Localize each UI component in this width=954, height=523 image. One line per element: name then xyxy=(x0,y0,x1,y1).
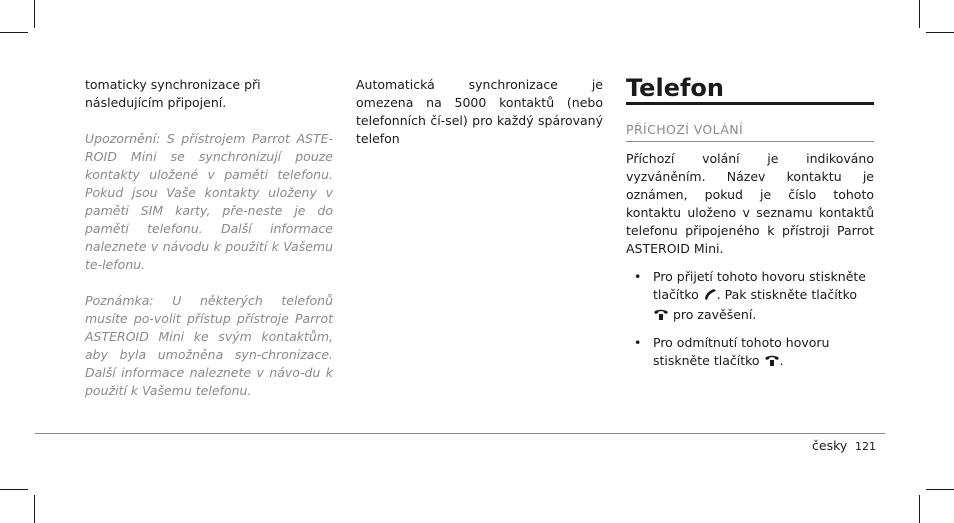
list-item-reject xyxy=(626,334,874,372)
sync-continuation-text: tomaticky synchronizace při následujícím připojení. xyxy=(85,77,261,110)
crop-mark-bottom-left-v xyxy=(34,495,35,523)
accept-text-a: Pro přijetí tohoto hovoru stiskněte tlačítko xyxy=(653,269,866,302)
instruction-list xyxy=(626,268,874,372)
crop-mark-top-left-v xyxy=(34,0,35,28)
crop-mark-top-right-h xyxy=(926,32,954,33)
warning-note: Upozornění: S přístrojem Parrot ASTE-ROID Mini se synchronizují pouze kontakty uložené v paměti telefonu. Pokud jsou Vaše kontakty uloženy v paměti SIM karty, pře-neste je do paměti telefonu. Další informace naleznete v návodu k použití k Vašemu te-lefonu. xyxy=(85,131,333,272)
phone-hangup-icon xyxy=(764,354,780,372)
crop-mark-bottom-left-h xyxy=(0,489,28,490)
column-left xyxy=(85,76,333,400)
reject-text-b: . xyxy=(779,353,784,368)
incoming-call-intro: Příchozí volání je indikováno vyzváněním. Název kontaktu je oznámen, pokud je číslo tohoto kontaktu uloženo v seznamu kontaktů telefonu připojeného k přístroji Parrot ASTEROID Mini. xyxy=(626,151,874,256)
accept-text-c: pro zavěšení. xyxy=(672,307,757,322)
crop-mark-top-left-h xyxy=(0,32,28,33)
crop-mark-bottom-right-v xyxy=(919,495,920,523)
page-number: 121 xyxy=(855,440,876,453)
section-heading: PŘÍCHOZÍ VOLÁNÍ xyxy=(626,121,874,142)
column-right xyxy=(626,74,874,380)
sync-limit-text: Automatická synchronizace je omezena na 5000 kontaktů (nebo telefonních čí-sel) pro každý spárovaný telefon xyxy=(356,77,603,146)
crop-mark-top-right-v xyxy=(919,0,920,28)
footer-language: česky xyxy=(812,438,848,453)
bullet-dot: • xyxy=(634,335,642,350)
accept-text-b: . Pak stiskněte tlačítko xyxy=(716,287,858,302)
list-item-accept xyxy=(626,268,874,326)
page-title: Telefon xyxy=(626,74,874,105)
footer-divider xyxy=(35,433,885,434)
bullet-dot: • xyxy=(634,269,642,284)
phone-accept-icon xyxy=(703,287,717,306)
reject-text-a: Pro odmítnutí tohoto hovoru stiskněte tlačítko xyxy=(653,335,830,368)
remark-note: Poznámka: U některých telefonů musíte po-volit přístup přístroje Parrot ASTEROID Mini ke svým kontaktům, aby byla umožněna syn-chronizace. Další informace naleznete v návo-du k použití k Vašemu telefonu. xyxy=(85,293,333,398)
phone-hangup-icon xyxy=(653,308,669,326)
crop-mark-bottom-right-h xyxy=(926,489,954,490)
column-middle xyxy=(356,76,603,148)
